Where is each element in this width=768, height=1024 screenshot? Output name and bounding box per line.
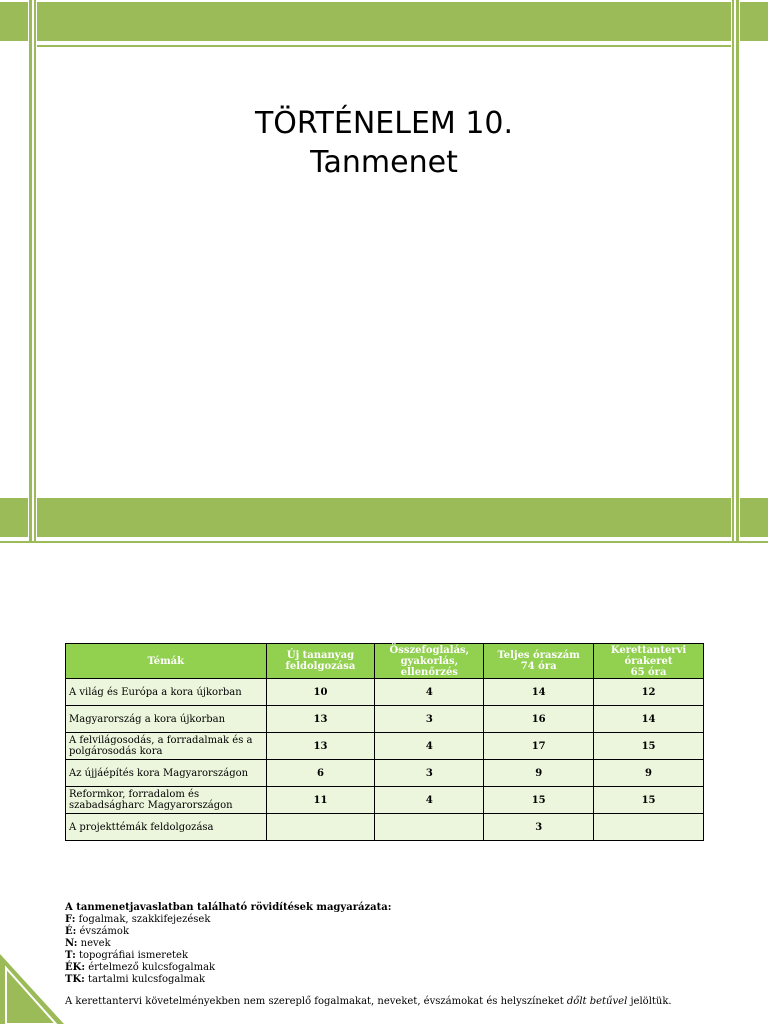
bottom-band-right [740, 498, 768, 537]
cell-topic: Magyarország a kora újkorban [66, 706, 267, 733]
table-row [66, 814, 704, 841]
frame-line-right-inner [732, 0, 734, 543]
table-row [66, 679, 704, 706]
header-total-hours: Teljes óraszám 74 óra [484, 644, 594, 679]
legend-abbr: ÉK: [65, 962, 86, 973]
title-line-2: Tanmenet [310, 145, 458, 180]
legend-text: évszámok [76, 926, 129, 937]
bottom-band-left [0, 498, 28, 537]
cell-total: 3 [484, 814, 594, 841]
cell-topic: A felvilágosodás, a forradalmak és a polgárosodás kora [66, 733, 267, 760]
cell-topic: Az újjáépítés kora Magyarországon [66, 760, 267, 787]
cell-review [375, 814, 484, 841]
header-review: Összefoglalás, gyakorlás, ellenőrzés [375, 644, 484, 679]
legend-text: tartalmi kulcsfogalmak [84, 974, 206, 985]
cell-new: 11 [266, 787, 375, 814]
legend-note-italic: dőlt betűvel [566, 996, 628, 1007]
frame-line-bottom [0, 541, 768, 543]
cell-topic: A projekttémák feldolgozása [66, 814, 267, 841]
bottom-band-center [37, 498, 731, 537]
header-topics: Témák [66, 644, 267, 679]
table-row [66, 787, 704, 814]
legend-text: topográfiai ismeretek [75, 950, 188, 961]
cell-frame [594, 814, 704, 841]
legend-abbr: TK: [65, 974, 85, 985]
table-row [66, 706, 704, 733]
cell-frame: 9 [594, 760, 704, 787]
legend-note [65, 996, 745, 1008]
legend-item [65, 950, 745, 962]
legend-item [65, 926, 745, 938]
cell-new: 10 [266, 679, 375, 706]
cell-topic: A világ és Európa a kora újkorban [66, 679, 267, 706]
legend-item [65, 974, 745, 986]
cell-review: 4 [375, 679, 484, 706]
legend-text: nevek [77, 938, 111, 949]
legend-heading: A tanmenetjavaslatban található rövidítések magyarázata: [65, 902, 392, 913]
header-new-material: Új tananyag feldolgozása [266, 644, 375, 679]
cell-total: 9 [484, 760, 594, 787]
document-title [0, 104, 768, 182]
cell-frame: 14 [594, 706, 704, 733]
top-band-left [0, 2, 28, 41]
legend-note-end: jelöltük. [627, 996, 672, 1007]
top-band-right [740, 2, 768, 41]
cell-total: 14 [484, 679, 594, 706]
legend-item [65, 962, 745, 974]
header-frame-hours: Kerettantervi órakeret 65 óra [594, 644, 704, 679]
cell-frame: 15 [594, 787, 704, 814]
cell-total: 15 [484, 787, 594, 814]
legend-abbr: F: [65, 914, 76, 925]
legend-abbr: T: [65, 950, 76, 961]
table-header-row [66, 644, 704, 679]
frame-line-right-outer [736, 0, 739, 543]
cell-frame: 15 [594, 733, 704, 760]
cell-review: 4 [375, 733, 484, 760]
frame-line-top [37, 45, 731, 47]
cell-total: 16 [484, 706, 594, 733]
abbreviation-legend [65, 902, 745, 1008]
legend-item [65, 914, 745, 926]
legend-text: fogalmak, szakkifejezések [75, 914, 211, 925]
frame-line-left-outer [29, 0, 32, 543]
course-plan-table [65, 643, 704, 841]
cell-total: 17 [484, 733, 594, 760]
cell-new: 6 [266, 760, 375, 787]
table-row [66, 733, 704, 760]
legend-note-start: A kerettantervi követelményekben nem szereplő fogalmakat, neveket, évszámokat és helyszíneket [65, 996, 567, 1007]
cell-new: 13 [266, 706, 375, 733]
frame-line-left-inner [34, 0, 36, 543]
legend-abbr: É: [65, 926, 77, 937]
legend-abbr: N: [65, 938, 78, 949]
cell-review: 3 [375, 760, 484, 787]
table-row [66, 760, 704, 787]
legend-text: értelmező kulcsfogalmak [85, 962, 216, 973]
cell-frame: 12 [594, 679, 704, 706]
cell-review: 4 [375, 787, 484, 814]
cell-new: 13 [266, 733, 375, 760]
cell-topic: Reformkor, forradalom és szabadságharc Magyarországon [66, 787, 267, 814]
legend-item [65, 938, 745, 950]
corner-triangle-decoration [0, 954, 64, 1024]
cell-review: 3 [375, 706, 484, 733]
cell-new [266, 814, 375, 841]
title-line-1: TÖRTÉNELEM 10. [254, 106, 514, 141]
top-band-center [37, 2, 731, 41]
